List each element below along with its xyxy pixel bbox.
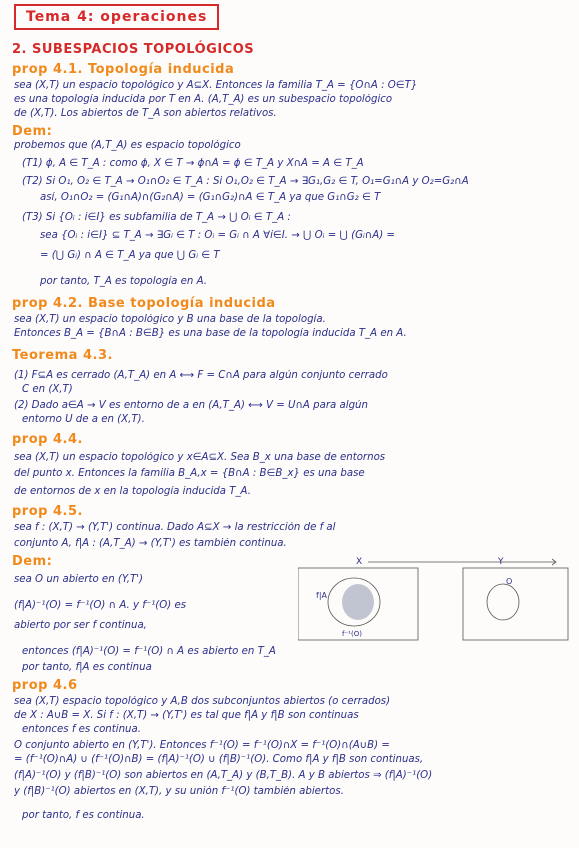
teo43-line: C en (X,T) <box>22 384 73 395</box>
diagram-y-label: Y <box>498 557 504 567</box>
dem2-heading: Dem: <box>12 554 53 569</box>
prop44-line: sea (X,T) un espacio topológico y x∈A⊆X. Sea B_x una base de entornos <box>14 452 386 463</box>
dem2-line: por tanto, f|A es continua <box>22 662 152 673</box>
prop41-heading: prop 4.1. Topología inducida <box>12 62 235 77</box>
diagram-x-label: X <box>356 557 363 567</box>
dem1-line: probemos que (A,T_A) es espacio topológico <box>14 140 241 151</box>
set-y-rect <box>463 568 568 640</box>
dem2-line: entonces (f|A)⁻¹(O) = f⁻¹(O) ∩ A es abierto en T_A <box>22 646 276 657</box>
dem2-line: abierto por ser f continua, <box>14 620 147 631</box>
prop46-line: (f|A)⁻¹(O) y (f|B)⁻¹(O) son abiertos en (A,T_A) y (B,T_B). A y B abiertos ⇒ (f|A)⁻¹(O) <box>14 770 433 781</box>
prop42-heading: prop 4.2. Base topología inducida <box>12 296 276 311</box>
teo43-line: (2) Dado a∈A → V es entorno de a en (A,T_A) ⟷ V = U∩A para algún <box>14 400 368 411</box>
prop46-line: sea (X,T) espacio topológico y A,B dos subconjuntos abiertos (o cerrados) <box>14 696 391 707</box>
prop42-line: sea (X,T) un espacio topológico y B una base de la topología. <box>14 314 326 325</box>
dem1-line: (T3) Si {Oᵢ : i∈I} es subfamilia de T_A → ⋃ Oᵢ ∈ T_A : <box>22 212 291 223</box>
section-heading: 2. SUBESPACIOS TOPOLÓGICOS <box>12 42 255 57</box>
open-set-o <box>487 584 519 620</box>
prop42-line: Entonces B_A = {B∩A : B∈B} es una base de la topología inducida T_A en A. <box>14 328 407 339</box>
dem1-line: = (⋃ Gᵢ) ∩ A ∈ T_A ya que ⋃ Gᵢ ∈ T <box>40 250 220 261</box>
prop41-line: sea (X,T) un espacio topológico y A⊆X. Entonces la familia T_A = {O∩A : O∈T} <box>14 80 418 91</box>
diagram-fa-label: f|A <box>316 591 327 600</box>
restriction-diagram <box>298 556 573 656</box>
prop44-heading: prop 4.4. <box>12 432 83 447</box>
diagram-preimage-label: f⁻¹(O) <box>342 630 362 638</box>
prop46-line: O conjunto abierto en (Y,T'). Entonces f⁻¹(O) = f⁻¹(O)∩X = f⁻¹(O)∩(A∪B) = <box>14 740 390 751</box>
prop41-line: es una topología inducida por T en A. (A,T_A) es un subespacio topológico <box>14 94 393 105</box>
prop46-line: = (f⁻¹(O)∩A) ∪ (f⁻¹(O)∩B) = (f|A)⁻¹(O) ∪ (f|B)⁻¹(O). Como f|A y f|B son continuas, <box>14 754 424 765</box>
dem1-line: (T2) Si O₁, O₂ ∈ T_A → O₁∩O₂ ∈ T_A : Si O₁,O₂ ∈ T_A → ∃G₁,G₂ ∈ T, O₁=G₁∩A y O₂=G₂∩A <box>22 176 469 187</box>
teo43-heading: Teorema 4.3. <box>12 348 113 363</box>
diagram-o-label: O <box>506 577 513 586</box>
dem1-line: por tanto, T_A es topología en A. <box>40 276 207 287</box>
prop44-line: de entornos de x en la topología inducida T_A. <box>14 486 251 497</box>
prop45-line: sea f : (X,T) → (Y,T') continua. Dado A⊆X → la restricción de f al <box>14 522 336 533</box>
prop44-line: del punto x. Entonces la familia B_A,x = {B∩A : B∈B_x} es una base <box>14 468 365 479</box>
teo43-line: entorno U de a en (X,T). <box>22 414 145 425</box>
teo43-line: (1) F⊆A es cerrado (A,T_A) en A ⟷ F = C∩A para algún conjunto cerrado <box>14 370 388 381</box>
prop45-line: conjunto A, f|A : (A,T_A) → (Y,T') es también continua. <box>14 538 287 549</box>
prop46-heading: prop 4.6 <box>12 678 78 693</box>
prop46-line: por tanto, f es continua. <box>22 810 145 821</box>
prop46-line: y (f|B)⁻¹(O) abiertos en (X,T), y su unión f⁻¹(O) también abiertos. <box>14 786 344 797</box>
preimage-region <box>342 584 374 620</box>
dem1-heading: Dem: <box>12 124 53 139</box>
page-title: Tema 4: operaciones <box>14 4 219 30</box>
dem1-line: sea {Oᵢ : i∈I} ⊆ T_A → ∃Gᵢ ∈ T : Oᵢ = Gᵢ ∩ A ∀i∈I. → ⋃ Oᵢ = ⋃ (Gᵢ∩A) = <box>40 230 395 241</box>
prop45-heading: prop 4.5. <box>12 504 83 519</box>
dem1-line: así, O₁∩O₂ = (G₁∩A)∩(G₂∩A) = (G₁∩G₂)∩A ∈ T_A ya que G₁∩G₂ ∈ T <box>40 192 381 203</box>
prop46-line: entonces f es continua. <box>22 724 141 735</box>
dem1-line: (T1) ϕ, A ∈ T_A : como ϕ, X ∈ T → ϕ∩A = ϕ ∈ T_A y X∩A = A ∈ T_A <box>22 158 364 169</box>
dem2-line: (f|A)⁻¹(O) = f⁻¹(O) ∩ A. y f⁻¹(O) es <box>14 600 187 611</box>
prop46-line: de X : A∪B = X. Si f : (X,T) → (Y,T') es tal que f|A y f|B son continuas <box>14 710 359 721</box>
prop41-line: de (X,T). Los abiertos de T_A son abiertos relativos. <box>14 108 277 119</box>
dem2-line: sea O un abierto en (Y,T') <box>14 574 144 585</box>
